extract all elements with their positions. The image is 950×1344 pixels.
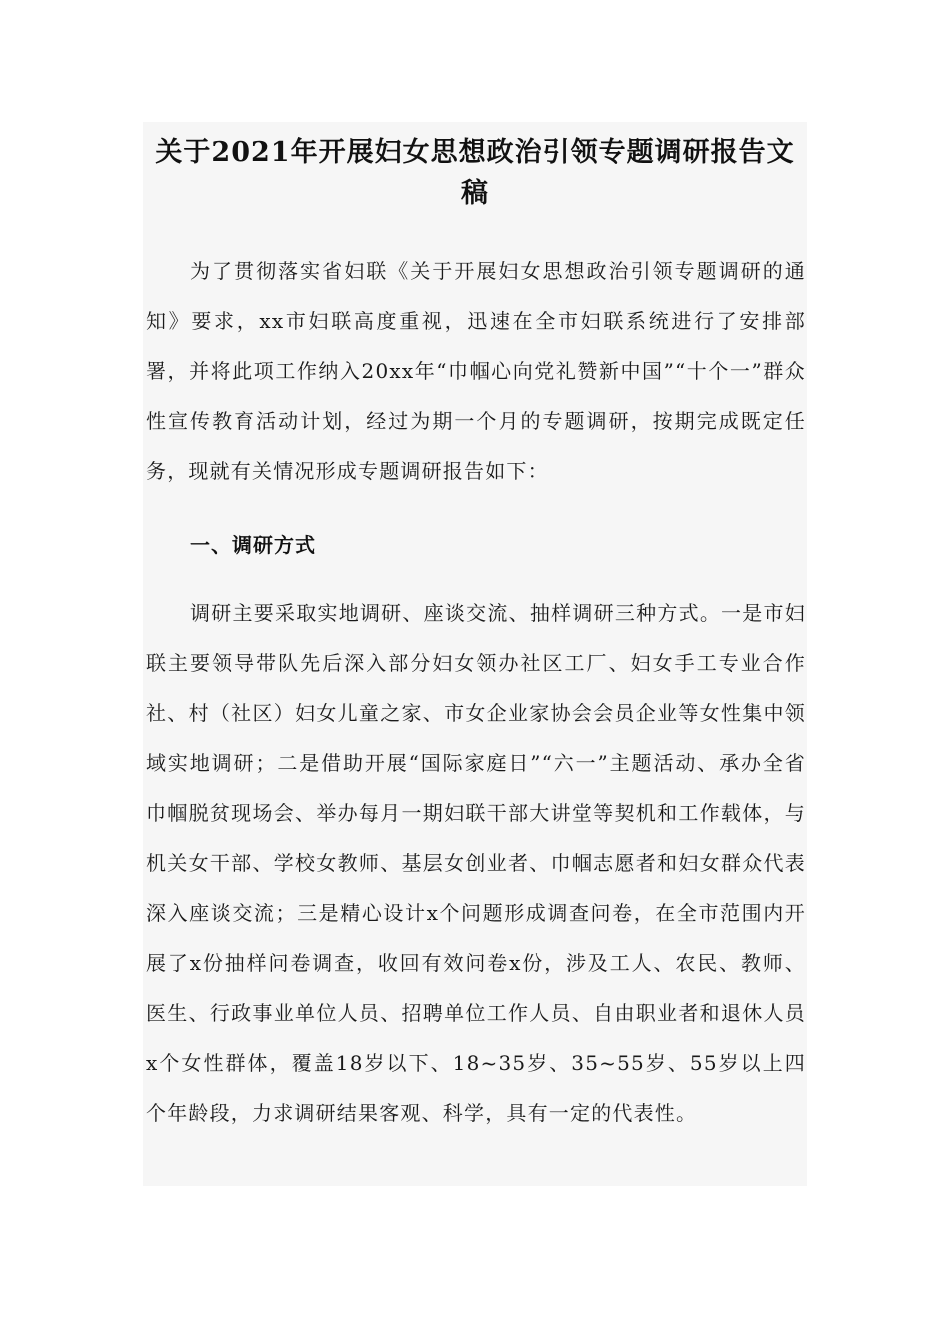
section-heading: 一、调研方式	[190, 533, 316, 557]
intro-paragraph: 为了贯彻落实省妇联《关于开展妇女思想政治引领专题调研的通知》要求，xx市妇联高度重视，迅速在全市妇联系统进行了安排部署，并将此项工作纳入20xx年“巾帼心向党礼赞新中国”“十个一”群众性宣传教育活动计划，经过为期一个月的专题调研，按期完成既定任务，现就有关情况形成专题调研报告如下：	[146, 259, 806, 483]
section-body-paragraph: 调研主要采取实地调研、座谈交流、抽样调研三种方式。一是市妇联主要领导带队先后深入部分妇女领办社区工厂、妇女手工专业合作社、村（社区）妇女儿童之家、市女企业家协会会员企业等女性集中领域实地调研；二是借助开展“国际家庭日”“六一”主题活动、承办全省巾帼脱贫现场会、举办每月一期妇联干部大讲堂等契机和工作载体，与机关女干部、学校女教师、基层女创业者、巾帼志愿者和妇女群众代表深入座谈交流；三是精心设计x个问题形成调查问卷，在全市范围内开展了x份抽样问卷调查，收回有效问卷x份，涉及工人、农民、教师、医生、行政事业单位人员、招聘单位工作人员、自由职业者和退休人员x个女性群体，覆盖18岁以下、18~35岁、35~55岁、55岁以上四个年龄段，力求调研结果客观、科学，具有一定的代表性。	[146, 601, 806, 1125]
document-page	[143, 122, 807, 1186]
document-title: 关于2021年开展妇女思想政治引领专题调研报告文稿	[155, 137, 795, 209]
